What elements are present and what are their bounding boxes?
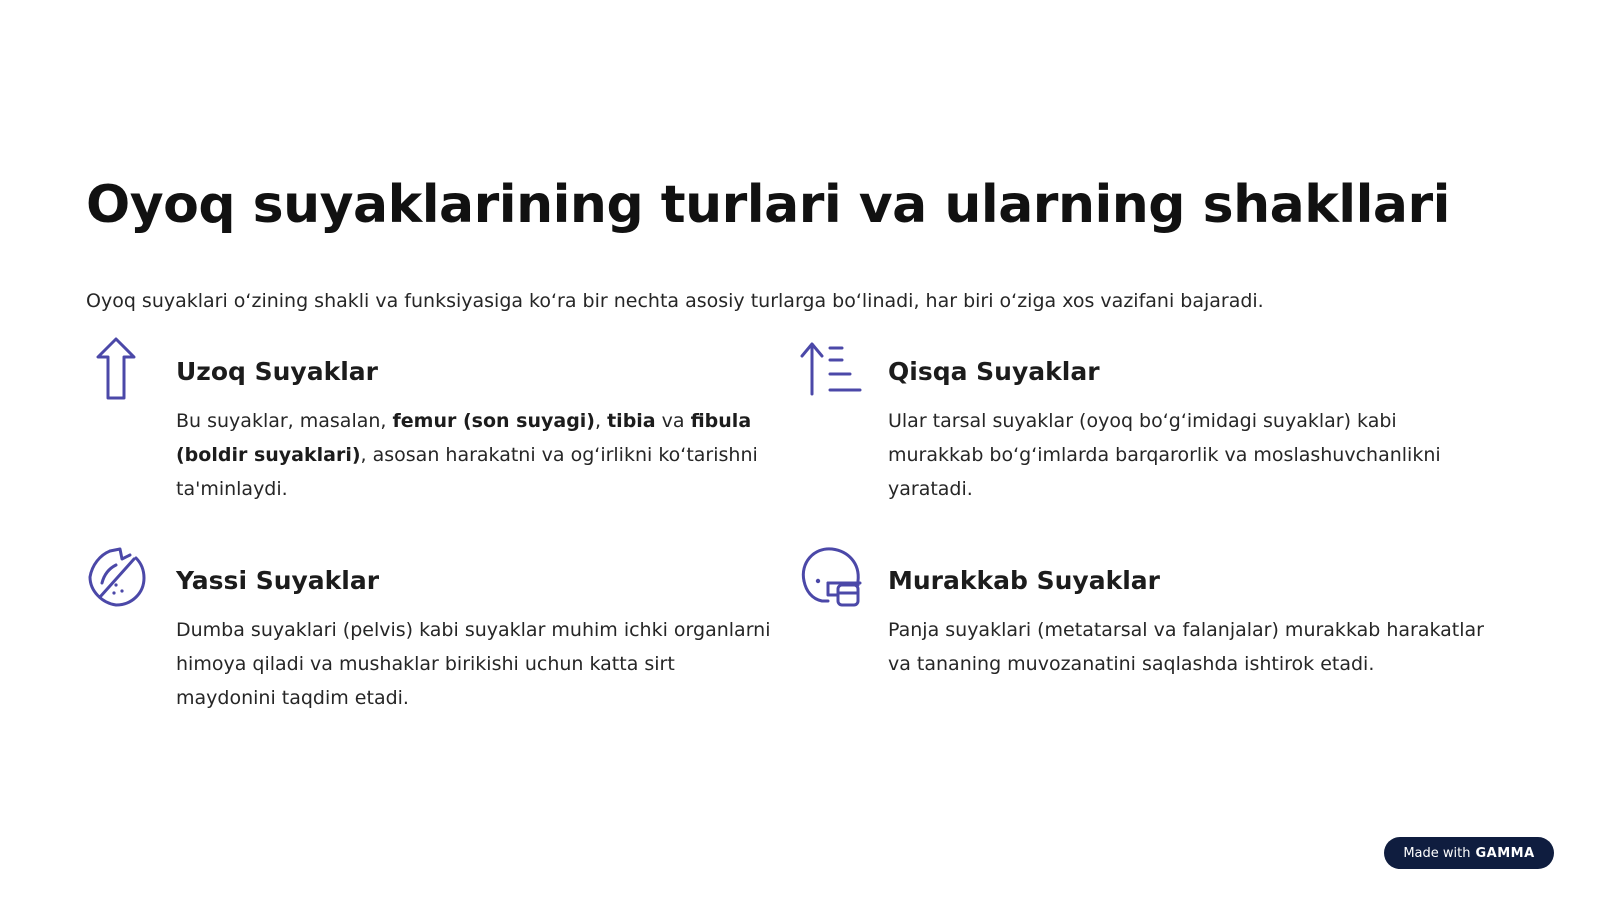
gamma-logo: GAMMA bbox=[1475, 845, 1535, 861]
sort-ascending-icon bbox=[798, 336, 862, 400]
badge-prefix: Made with bbox=[1403, 845, 1471, 861]
card-text: Panja suyaklari (metatarsal va falanjalar) murakkab harakatlar va tananing muvozanatini saqlashda ishtirok etadi. bbox=[888, 619, 1484, 675]
card-text: Bu suyaklar, masalan, femur (son suyagi), tibia va fibula (boldir suyaklari), asosan harakatni va og‘irlikni ko‘tarishni ta'minlaydi. bbox=[176, 410, 758, 500]
card-heading: Qisqa Suyaklar bbox=[888, 357, 1100, 386]
card-heading: Yassi Suyaklar bbox=[176, 566, 380, 595]
made-with-gamma-badge[interactable] bbox=[1384, 837, 1554, 869]
page-title: Oyoq suyaklarining turlari va ularning shakllari bbox=[86, 175, 1450, 235]
card-heading: Murakkab Suyaklar bbox=[888, 566, 1160, 595]
intro-paragraph: Oyoq suyaklari o‘zining shakli va funksiyasiga ko‘ra bir nechta asosiy turlarga bo‘linadi, har biri o‘ziga xos vazifani bajaradi. bbox=[86, 290, 1264, 312]
helmet-icon bbox=[798, 545, 862, 609]
card-heading: Uzoq Suyaklar bbox=[176, 357, 378, 386]
card-text: Ular tarsal suyaklar (oyoq bo‘g‘imidagi suyaklar) kabi murakkab bo‘g‘imlarda barqarorlik va moslashuvchanlikni yaratadi. bbox=[888, 410, 1441, 500]
shield-slash-icon bbox=[86, 545, 150, 609]
card-text: Dumba suyaklari (pelvis) kabi suyaklar muhim ichki organlarni himoya qiladi va mushaklar birikishi uchun katta sirt maydonini taqdim etadi. bbox=[176, 619, 771, 709]
arrow-up-icon bbox=[86, 336, 150, 400]
